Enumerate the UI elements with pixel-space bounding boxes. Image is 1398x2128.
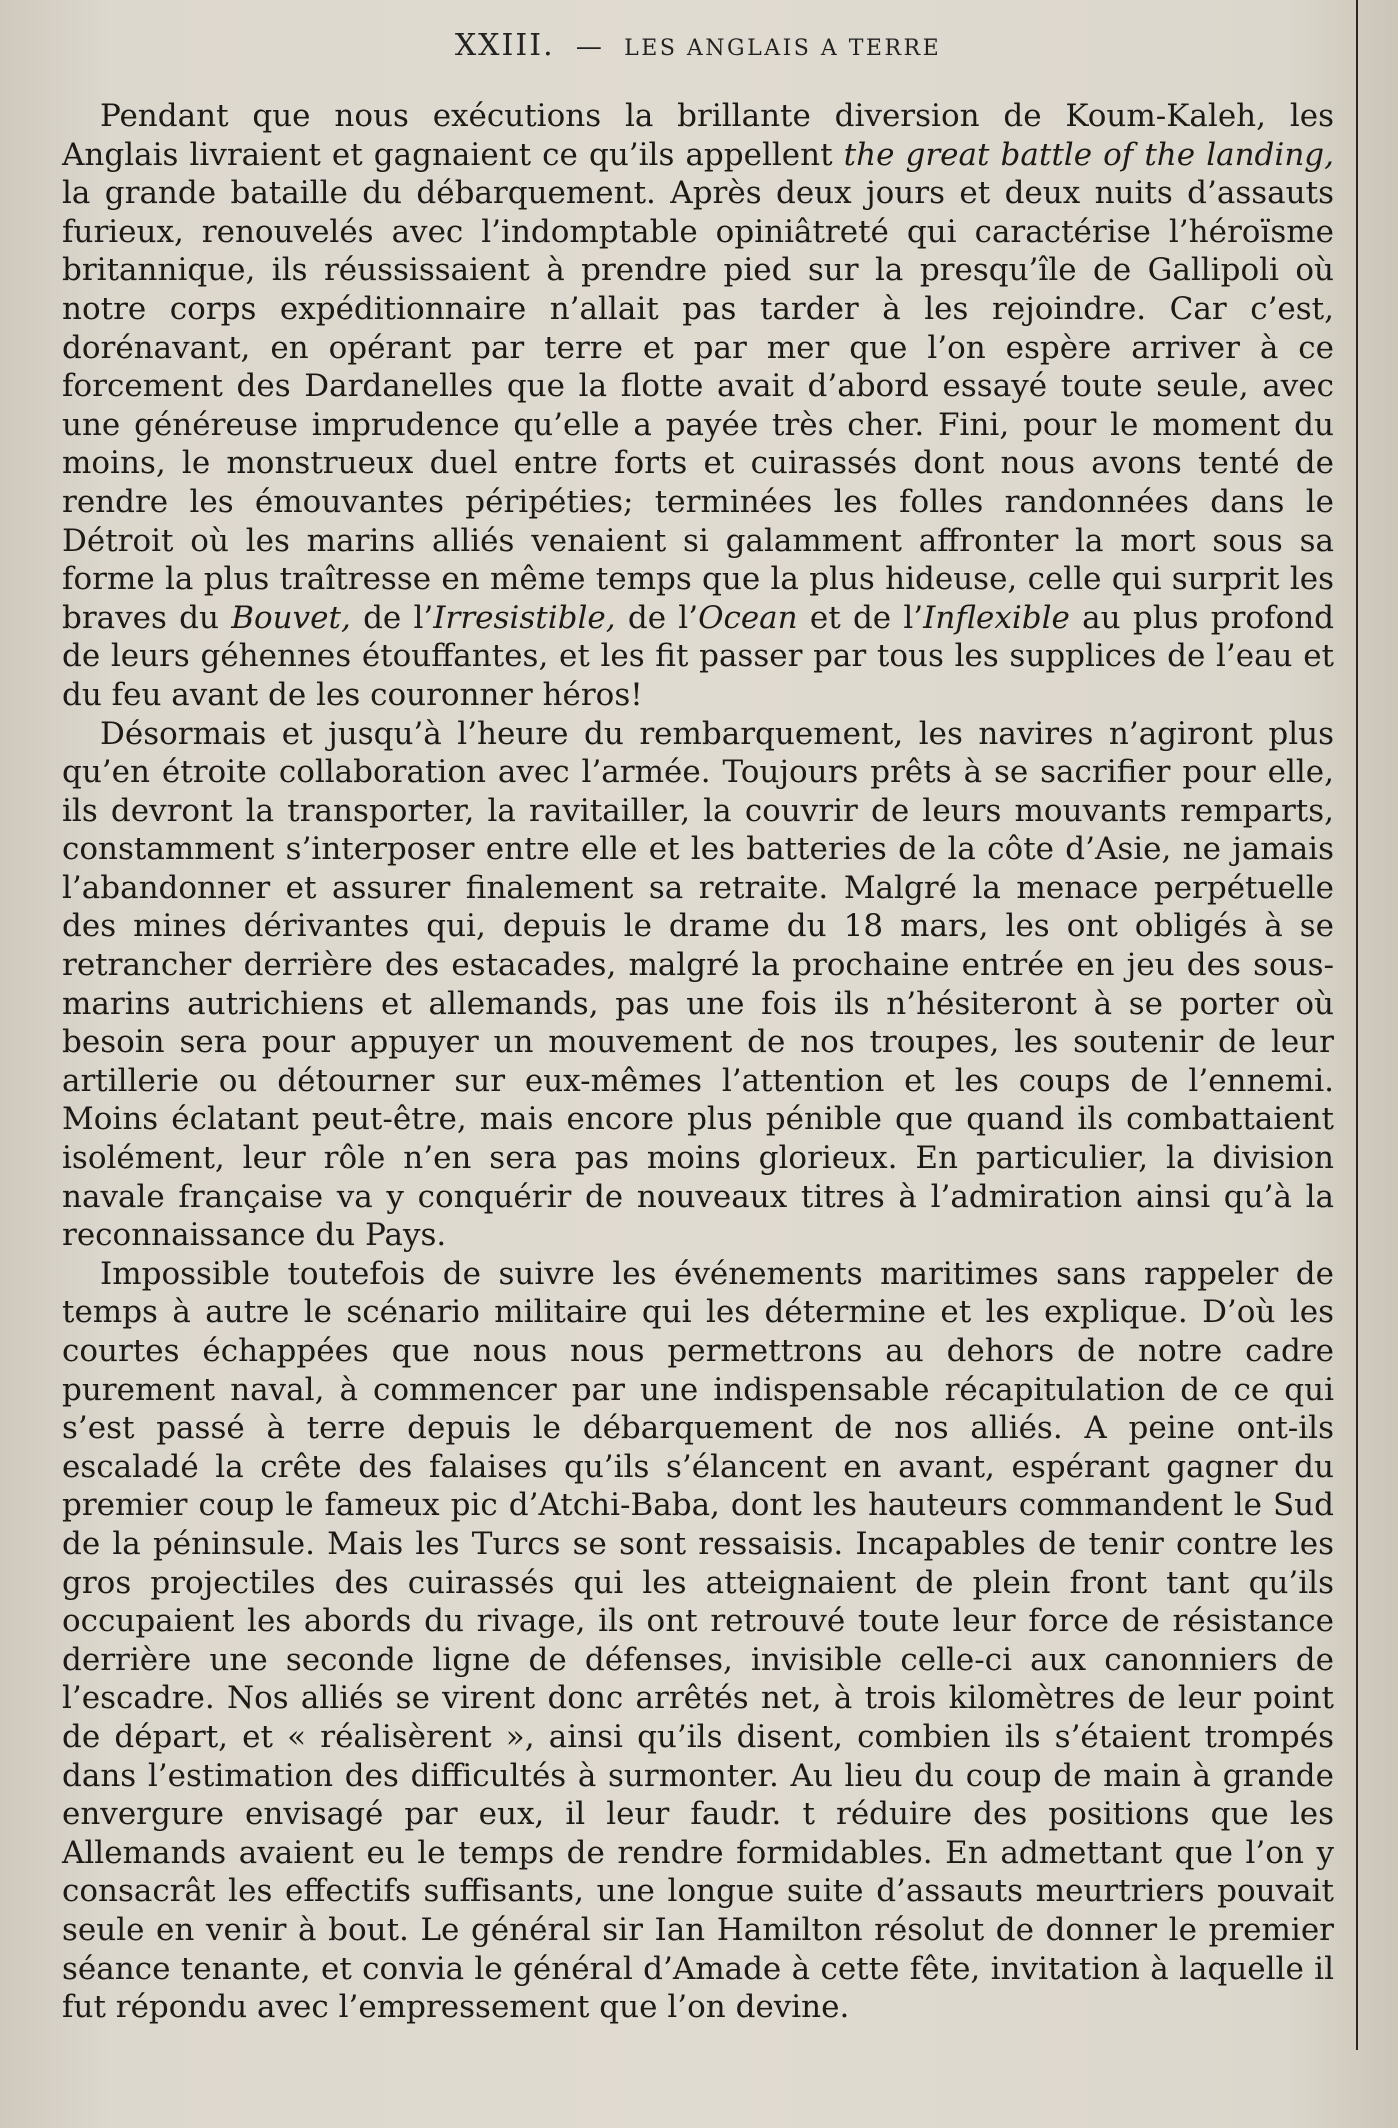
p1-text-e: et de l’ xyxy=(797,599,924,636)
ship-name-inflexible: Inflexible xyxy=(923,599,1070,636)
p1-text-f: au plus profond de leurs géhennes étouffantes, et les fit passer par tous les supplices de l’eau et du feu avant de les couronner héros! xyxy=(62,599,1335,713)
paragraph-2: Désormais et jusqu’à l’heure du rembarquement, les navires n’agiront plus qu’en étroite collaboration avec l’armée. Toujours prêts à se sacrifier pour elle, ils devront la transporter, la ravitailler, la couvrir de leurs mouvants remparts, constamment s’interposer entre elle et les batteries de la côte d’Asie, ne jamais l’abandonner et assurer finalement sa retraite. Malgré la menace perpétuelle des mines dérivantes qui, depuis le drame du 18 mars, les ont obligés à se retrancher derrière des estacades, malgré la prochaine entrée en jeu des sous-marins autrichiens et allemands, pas une fois ils n’hésiteront à se porter où besoin sera pour appuyer un mouvement de nos troupes, les soutenir de leur artillerie ou détourner sur eux-mêmes l’attention et les coups de l’ennemi. Moins éclatant peut-être, mais encore plus pénible que quand ils combattaient isolément, leur rôle n’en sera pas moins glorieux. En particulier, la division navale française va y conquérir de nouveaux titres à l’admiration ainsi qu’à la reconnaissance du Pays. xyxy=(62,715,1334,1254)
paragraph-1 xyxy=(62,97,1334,715)
ship-name-bouvet: Bouvet, xyxy=(231,599,351,636)
body-text xyxy=(62,97,1334,2027)
chapter-title: LES ANGLAIS A TERRE xyxy=(624,36,942,61)
p1-text-c: de l’ xyxy=(350,599,434,636)
paragraph-3: Impossible toutefois de suivre les événements maritimes sans rappeler de temps à autre le scénario militaire qui les détermine et les explique. D’où les courtes échappées que nous nous permettrons au dehors de notre cadre purement naval, à commencer par une indispensable récapitulation de ce qui s’est passé à terre depuis le débarquement de nos alliés. A peine ont-ils escaladé la crête des falaises qu’ils s’élancent en avant, espérant gagner du premier coup le fameux pic d’Atchi-Baba, dont les hauteurs commandent le Sud de la péninsule. Mais les Turcs se sont ressaisis. Incapables de tenir contre les gros projectiles des cuirassés qui les atteignaient de plein front tant qu’ils occupaient les abords du rivage, ils ont retrouvé toute leur force de résistance derrière une seconde ligne de défenses, invisible celle-ci aux canonniers de l’escadre. Nos alliés se virent donc arrêtés net, à trois kilomètres de leur point de départ, et « réalisèrent », ainsi qu’ils disent, combien ils s’étaient trompés dans l’estimation des difficultés à surmonter. Au lieu du coup de main à grande envergure envisagé par eux, il leur faudr. t réduire des positions que les Allemands avaient eu le temps de rendre formidables. En admettant que l’on y consacrât les effectifs suffisants, une longue suite d’assauts meurtriers pouvait seule en venir à bout. Le général sir Ian Hamilton résolut de donner le premier séance tenante, et convia le général d’Amade à cette fête, invitation à laquelle il fut répondu avec l’empressement que l’on devine. xyxy=(62,1255,1334,2026)
chapter-number: XXIII. xyxy=(454,28,555,63)
p1-text-b: la grande bataille du débarquement. Après deux jours et deux nuits d’assauts furieux, renouvelés avec l’indomptable opiniâtreté qui caractérise l’héroïsme britannique, ils réussissaient à prendre pied sur la presqu’île de Gallipoli où notre corps expéditionnaire n’allait pas tarder à les rejoindre. Car c’est, dorénavant, en opérant par terre et par mer que l’on espère arriver à ce forcement des Dardanelles que la flotte avait d’abord essayé toute seule, avec une généreuse imprudence qu’elle a payée très cher. Fini, pour le moment du moins, le monstrueux duel entre forts et cuirassés dont nous avons tenté de rendre les émouvantes péripéties; terminées les folles randonnées dans le Détroit où les marins alliés venaient si galamment affronter la mort sous sa forme la plus traîtresse en même temps que la plus hideuse, celle qui surprit les braves du xyxy=(62,175,1334,636)
p1-text-d: de l’ xyxy=(615,599,699,636)
p1-text-a: Pendant que nous exécutions la brillante diversion de Koum-Kaleh, les Anglais livraient et gagnaient ce qu’ils appellent xyxy=(62,98,1334,173)
p1-italic-phrase: the great battle of the landing, xyxy=(843,136,1334,173)
running-header xyxy=(62,28,1334,63)
page-edge-rule xyxy=(1356,0,1358,2050)
ship-name-irresistible: Irresistible, xyxy=(433,599,616,636)
header-separator: — xyxy=(575,32,603,62)
ship-name-ocean: Ocean xyxy=(698,599,798,636)
